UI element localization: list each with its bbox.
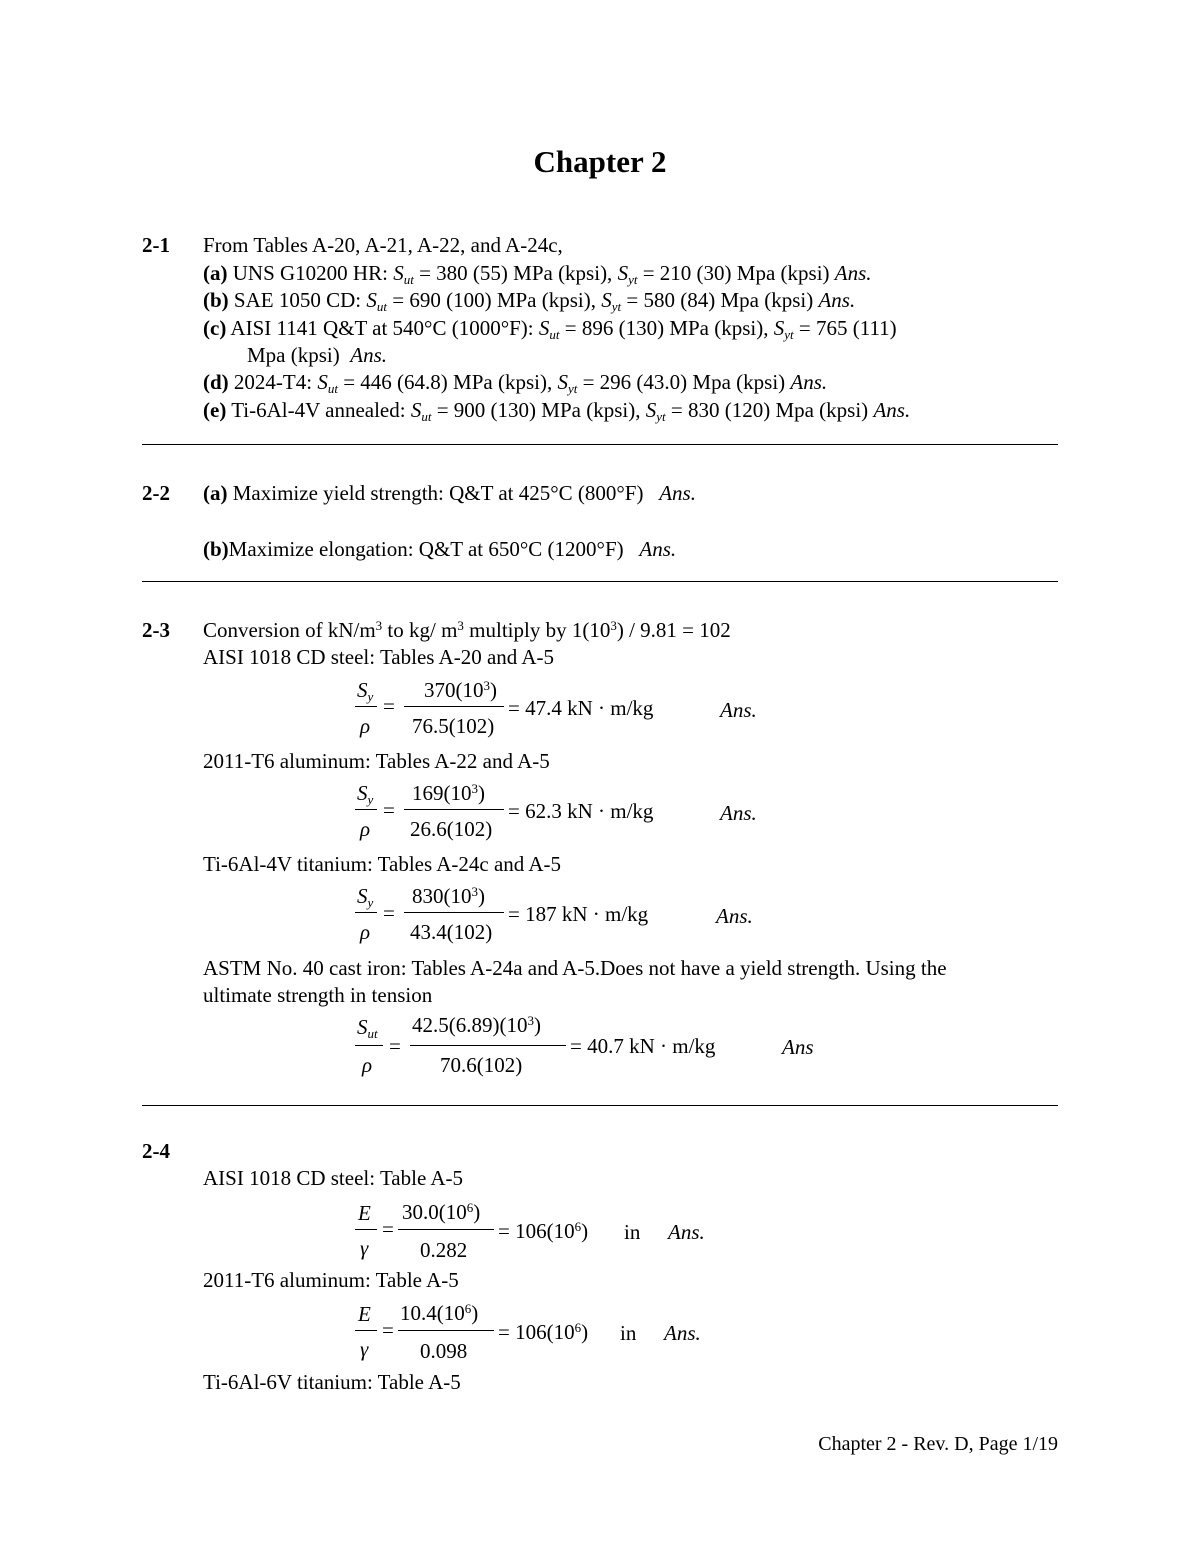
item-label: (c) bbox=[203, 316, 227, 340]
answer-mark: Ans. bbox=[659, 481, 696, 505]
answer-mark: Ans. bbox=[790, 370, 828, 394]
rho-symbol: ρ bbox=[360, 817, 371, 841]
syt-sub: yt bbox=[784, 327, 794, 342]
sut-sub: ut bbox=[327, 381, 338, 396]
problem-number: 2-1 bbox=[142, 233, 170, 257]
syt-symbol: S bbox=[557, 370, 568, 394]
close-paren: ) bbox=[471, 1301, 479, 1325]
answer-mark: Ans. bbox=[639, 537, 677, 561]
y-sub: y bbox=[367, 792, 374, 807]
S-symbol: S bbox=[357, 884, 368, 908]
fraction-bar bbox=[355, 706, 377, 707]
unit-text: Mpa (kpsi) bbox=[247, 343, 340, 367]
equals-sign: = bbox=[383, 694, 395, 718]
sup-3: 3 bbox=[471, 781, 478, 796]
syt-value: = 830 (120) Mpa (kpsi) bbox=[670, 398, 869, 422]
syt-symbol: S bbox=[601, 288, 612, 312]
rhs-denominator: 43.4(102) bbox=[410, 920, 493, 944]
ut-sub: ut bbox=[367, 1026, 378, 1041]
material-label: Ti-6Al-6V titanium: Table A-5 bbox=[203, 1370, 461, 1394]
sup-6: 6 bbox=[574, 1320, 582, 1335]
item-b bbox=[203, 539, 676, 560]
equals-sign: = bbox=[382, 1318, 394, 1342]
equals-sign: = bbox=[383, 798, 395, 822]
unit: in bbox=[620, 1321, 637, 1345]
res-text: = 106(10 bbox=[498, 1320, 575, 1344]
fraction-bar bbox=[398, 1229, 494, 1230]
S-symbol: S bbox=[357, 678, 368, 702]
result: = 187 kN · m/kg bbox=[508, 902, 649, 926]
E-symbol: E bbox=[358, 1302, 371, 1326]
lhs-numerator bbox=[357, 884, 374, 910]
separator-line bbox=[142, 1105, 1058, 1106]
close-paren: ) bbox=[478, 884, 485, 908]
answer-mark: Ans. bbox=[873, 398, 911, 422]
separator-line bbox=[142, 581, 1058, 582]
rhs-numerator bbox=[402, 1202, 480, 1223]
result: = 62.3 kN · m/kg bbox=[508, 799, 654, 823]
fraction-bar bbox=[404, 912, 504, 913]
rho-symbol: ρ bbox=[360, 920, 371, 944]
problem-number: 2-3 bbox=[142, 618, 170, 642]
fraction-bar bbox=[410, 1045, 566, 1046]
item-label: (a) bbox=[203, 481, 228, 505]
fraction-bar bbox=[355, 1229, 377, 1230]
rhs-numerator bbox=[412, 1015, 541, 1036]
num-text: 169(10 bbox=[412, 781, 472, 805]
lhs-numerator bbox=[357, 781, 374, 807]
sut-symbol: S bbox=[410, 398, 422, 422]
item-label: (b) bbox=[203, 288, 229, 312]
close-paren: ) bbox=[473, 1200, 481, 1224]
item-label: (d) bbox=[203, 370, 229, 394]
answer-mark: Ans bbox=[782, 1035, 814, 1059]
answer-mark: Ans. bbox=[350, 343, 387, 367]
problem-intro: From Tables A-20, A-21, A-22, and A-24c, bbox=[203, 233, 563, 257]
close-paren: ) bbox=[533, 1013, 541, 1037]
num-text: 830(10 bbox=[412, 884, 472, 908]
fraction-bar bbox=[355, 1045, 383, 1046]
answer-mark: Ans. bbox=[720, 698, 757, 722]
material-label: AISI 1018 CD steel: Table A-5 bbox=[203, 1166, 464, 1190]
item-text: Maximize elongation: Q&T at 650°C (1200°F) bbox=[228, 537, 624, 561]
material-label: AISI 1018 CD steel: Tables A-20 and A-5 bbox=[203, 645, 555, 669]
sut-value: = 380 (55) MPa (kpsi), bbox=[419, 261, 613, 285]
syt-symbol: S bbox=[645, 398, 657, 422]
E-symbol: E bbox=[358, 1201, 371, 1225]
item-a bbox=[203, 483, 696, 504]
rhs-numerator bbox=[424, 680, 497, 701]
gamma-symbol: γ bbox=[360, 1337, 369, 1361]
fraction-bar bbox=[355, 1330, 377, 1331]
item-a bbox=[203, 261, 872, 287]
item-label: (a) bbox=[203, 261, 228, 285]
material-label: Ti-6Al-4V titanium: Tables A-24c and A-5 bbox=[203, 852, 562, 876]
fraction-bar bbox=[355, 912, 377, 913]
syt-sub: yt bbox=[628, 272, 638, 287]
result bbox=[498, 1221, 588, 1242]
sut-value: = 900 (130) MPa (kpsi), bbox=[436, 398, 641, 422]
material-label: 2011-T6 aluminum: Tables A-22 and A-5 bbox=[203, 749, 550, 773]
sup-6: 6 bbox=[574, 1219, 582, 1234]
answer-mark: Ans. bbox=[664, 1321, 701, 1345]
rhs-denominator: 26.6(102) bbox=[410, 817, 493, 841]
sup-3: 3 bbox=[527, 1013, 534, 1028]
num-text: 370(10 bbox=[424, 678, 484, 702]
answer-mark: Ans. bbox=[668, 1220, 705, 1244]
res-text: = 106(10 bbox=[498, 1219, 575, 1243]
item-label: (e) bbox=[203, 398, 227, 422]
sup-3: 3 bbox=[610, 618, 617, 633]
equals-sign: = bbox=[389, 1034, 401, 1058]
S-symbol: S bbox=[357, 1015, 368, 1039]
answer-mark: Ans. bbox=[818, 288, 856, 312]
sut-value: = 690 (100) MPa (kpsi), bbox=[392, 288, 596, 312]
material-label: 2011-T6 aluminum: Table A-5 bbox=[203, 1268, 459, 1292]
rho-symbol: ρ bbox=[360, 714, 371, 738]
rhs-denominator: 76.5(102) bbox=[412, 714, 495, 738]
syt-value: = 210 (30) Mpa (kpsi) bbox=[642, 261, 830, 285]
syt-value: = 580 (84) Mpa (kpsi) bbox=[626, 288, 814, 312]
problem-number: 2-2 bbox=[142, 481, 170, 505]
item-b bbox=[203, 288, 856, 314]
material: 2024-T4: bbox=[233, 370, 313, 394]
fraction-bar bbox=[398, 1330, 494, 1331]
syt-value: = 296 (43.0) Mpa (kpsi) bbox=[582, 370, 786, 394]
num-text: 10.4(10 bbox=[400, 1301, 465, 1325]
fraction-bar bbox=[404, 809, 504, 810]
equals-sign: = bbox=[383, 901, 395, 925]
syt-sub: yt bbox=[656, 409, 666, 424]
close-paren: ) bbox=[490, 678, 497, 702]
rhs-numerator bbox=[412, 783, 485, 804]
num-text: 30.0(10 bbox=[402, 1200, 467, 1224]
rhs-denominator: 0.282 bbox=[420, 1238, 468, 1262]
sut-sub: ut bbox=[403, 272, 414, 287]
page-title: Chapter 2 bbox=[533, 144, 667, 179]
sut-sub: ut bbox=[421, 409, 432, 424]
conv-text-b: to kg/ m bbox=[382, 618, 458, 642]
sut-sub: ut bbox=[549, 327, 560, 342]
y-sub: y bbox=[367, 895, 374, 910]
close-paren: ) bbox=[581, 1219, 589, 1243]
separator-line bbox=[142, 444, 1058, 445]
sup-6: 6 bbox=[464, 1301, 472, 1316]
conv-text-c: multiply by 1(10 bbox=[463, 618, 611, 642]
item-d bbox=[203, 370, 828, 396]
sup-3: 3 bbox=[457, 618, 464, 633]
rhs-numerator bbox=[400, 1303, 478, 1324]
sut-symbol: S bbox=[317, 370, 328, 394]
S-symbol: S bbox=[357, 781, 368, 805]
item-e bbox=[203, 398, 911, 424]
item-label: (b) bbox=[203, 537, 229, 561]
syt-symbol: S bbox=[617, 261, 629, 285]
fraction-bar bbox=[355, 809, 377, 810]
problem-number: 2-4 bbox=[142, 1139, 170, 1163]
conv-text-a: Conversion of kN/m bbox=[203, 618, 376, 642]
answer-mark: Ans. bbox=[720, 801, 757, 825]
lhs-numerator bbox=[357, 678, 374, 704]
fraction-bar bbox=[404, 706, 504, 707]
material: Ti-6Al-4V annealed: bbox=[231, 398, 406, 422]
sut-symbol: S bbox=[393, 261, 404, 285]
conversion-line bbox=[203, 620, 731, 641]
y-sub: y bbox=[367, 689, 374, 704]
lhs-numerator bbox=[357, 1015, 378, 1041]
sut-symbol: S bbox=[538, 316, 550, 340]
syt-sub: yt bbox=[567, 381, 578, 396]
close-paren: ) bbox=[581, 1320, 589, 1344]
rho-symbol: ρ bbox=[362, 1053, 373, 1077]
material: SAE 1050 CD: bbox=[233, 288, 362, 312]
page-footer: Chapter 2 - Rev. D, Page 1/19 bbox=[818, 1433, 1058, 1455]
result bbox=[498, 1322, 588, 1343]
equals-sign: = bbox=[382, 1217, 394, 1241]
result: = 40.7 kN · m/kg bbox=[570, 1034, 716, 1058]
item-c bbox=[203, 316, 897, 342]
unit: in bbox=[624, 1220, 641, 1244]
material: UNS G10200 HR: bbox=[232, 261, 388, 285]
conv-text-d: ) / 9.81 = 102 bbox=[616, 618, 731, 642]
sup-3: 3 bbox=[471, 884, 478, 899]
sut-value: = 446 (64.8) MPa (kpsi), bbox=[343, 370, 553, 394]
sut-value: = 896 (130) MPa (kpsi), bbox=[564, 316, 769, 340]
sut-sub: ut bbox=[376, 299, 387, 314]
material: AISI 1141 Q&T at 540°C (1000°F): bbox=[230, 316, 534, 340]
rhs-denominator: 70.6(102) bbox=[440, 1053, 523, 1077]
rhs-denominator: 0.098 bbox=[420, 1339, 468, 1363]
close-paren: ) bbox=[478, 781, 485, 805]
syt-value: = 765 (111) bbox=[798, 316, 897, 340]
item-text: Maximize yield strength: Q&T at 425°C (800°F) bbox=[227, 481, 644, 505]
result: = 47.4 kN · m/kg bbox=[508, 696, 654, 720]
material-label-cont: ultimate strength in tension bbox=[203, 983, 433, 1007]
answer-mark: Ans. bbox=[834, 261, 872, 285]
sup-6: 6 bbox=[466, 1200, 474, 1215]
material-label: ASTM No. 40 cast iron: Tables A-24a and A-5.Does not have a yield strength. Using the bbox=[203, 956, 947, 980]
sup-3: 3 bbox=[375, 618, 383, 633]
sup-3: 3 bbox=[483, 678, 490, 693]
syt-sub: yt bbox=[611, 299, 622, 314]
syt-symbol: S bbox=[773, 316, 785, 340]
answer-mark: Ans. bbox=[716, 904, 753, 928]
item-c-continued bbox=[247, 345, 387, 366]
num-text: 42.5(6.89)(10 bbox=[412, 1013, 528, 1037]
sut-symbol: S bbox=[366, 288, 377, 312]
gamma-symbol: γ bbox=[360, 1236, 369, 1260]
rhs-numerator bbox=[412, 886, 485, 907]
